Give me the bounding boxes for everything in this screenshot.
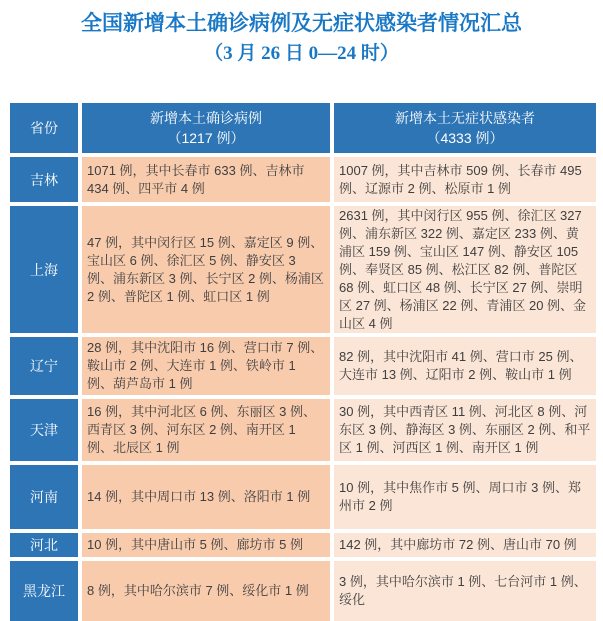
- confirmed-cell: 47 例，其中闵行区 15 例、嘉定区 9 例、宝山区 6 例、徐汇区 5 例、静安区 3 例、浦东新区 3 例、长宁区 2 例、杨浦区 2 例、普陀区 1 例、虹口区 1 例: [82, 206, 330, 333]
- province-cell: 河南: [10, 465, 78, 529]
- page-title: [0, 8, 603, 70]
- province-cell: 黑龙江: [10, 561, 78, 621]
- confirmed-cell: 8 例，其中哈尔滨市 7 例、绥化市 1 例: [82, 561, 330, 621]
- header-cell-asymptomatic: [334, 103, 596, 153]
- header-cell-province: 省份: [10, 103, 78, 153]
- header-confirmed-total: （1217 例）: [167, 130, 245, 146]
- asymptomatic-cell: 30 例，其中西青区 11 例、河北区 8 例、河东区 3 例、静海区 3 例、东丽区 2 例、和平区 1 例、河西区 1 例、南开区 1 例: [334, 399, 596, 461]
- page-title-line1: 全国新增本土确诊病例及无症状感染者情况汇总: [81, 11, 522, 35]
- province-cell: 辽宁: [10, 337, 78, 395]
- asymptomatic-cell: 10 例，其中焦作市 5 例、周口市 3 例、郑州市 2 例: [334, 465, 596, 529]
- confirmed-cell: 1071 例，其中长春市 633 例、吉林市 434 例、四平市 4 例: [82, 157, 330, 202]
- header-confirmed-label: 新增本土确诊病例: [150, 110, 262, 126]
- asymptomatic-cell: 82 例，其中沈阳市 41 例、营口市 25 例、大连市 13 例、辽阳市 2 例、鞍山市 1 例: [334, 337, 596, 395]
- confirmed-cell: 16 例，其中河北区 6 例、东丽区 3 例、西青区 3 例、河东区 2 例、南开区 1 例、北辰区 1 例: [82, 399, 330, 461]
- province-cell: 天津: [10, 399, 78, 461]
- confirmed-cell: 14 例，其中周口市 13 例、洛阳市 1 例: [82, 465, 330, 529]
- asymptomatic-cell: 142 例，其中廊坊市 72 例、唐山市 70 例: [334, 533, 596, 557]
- page-title-date-line: （3 月 26 日 0—24 时）: [204, 43, 399, 64]
- confirmed-cell: 10 例，其中唐山市 5 例、廊坊市 5 例: [82, 533, 330, 557]
- summary-table: [10, 103, 596, 621]
- province-cell: 吉林: [10, 157, 78, 202]
- header-cell-confirmed: [82, 103, 330, 153]
- asymptomatic-cell: 3 例，其中哈尔滨市 1 例、七台河市 1 例、绥化: [334, 561, 596, 621]
- province-cell: 上海: [10, 206, 78, 333]
- province-cell: 河北: [10, 533, 78, 557]
- confirmed-cell: 28 例，其中沈阳市 16 例、营口市 7 例、鞍山市 2 例、大连市 1 例、铁岭市 1 例、葫芦岛市 1 例: [82, 337, 330, 395]
- asymptomatic-cell: 1007 例，其中吉林市 509 例、长春市 495 例、辽源市 2 例、松原市 1 例: [334, 157, 596, 202]
- asymptomatic-cell: 2631 例，其中闵行区 955 例、徐汇区 327 例、浦东新区 322 例、嘉定区 233 例、黄浦区 159 例、宝山区 147 例、静安区 105 例、奉贤区 85 例、松江区 82 例、普陀区 68 例、虹口区 48 例、长宁区 27 例、崇明区 27 例、杨浦区 22 例、青浦区 20 例、金山区 4 例: [334, 206, 596, 333]
- header-asymptomatic-total: （4333 例）: [426, 130, 504, 146]
- header-asymptomatic-label: 新增本土无症状感染者: [395, 110, 535, 126]
